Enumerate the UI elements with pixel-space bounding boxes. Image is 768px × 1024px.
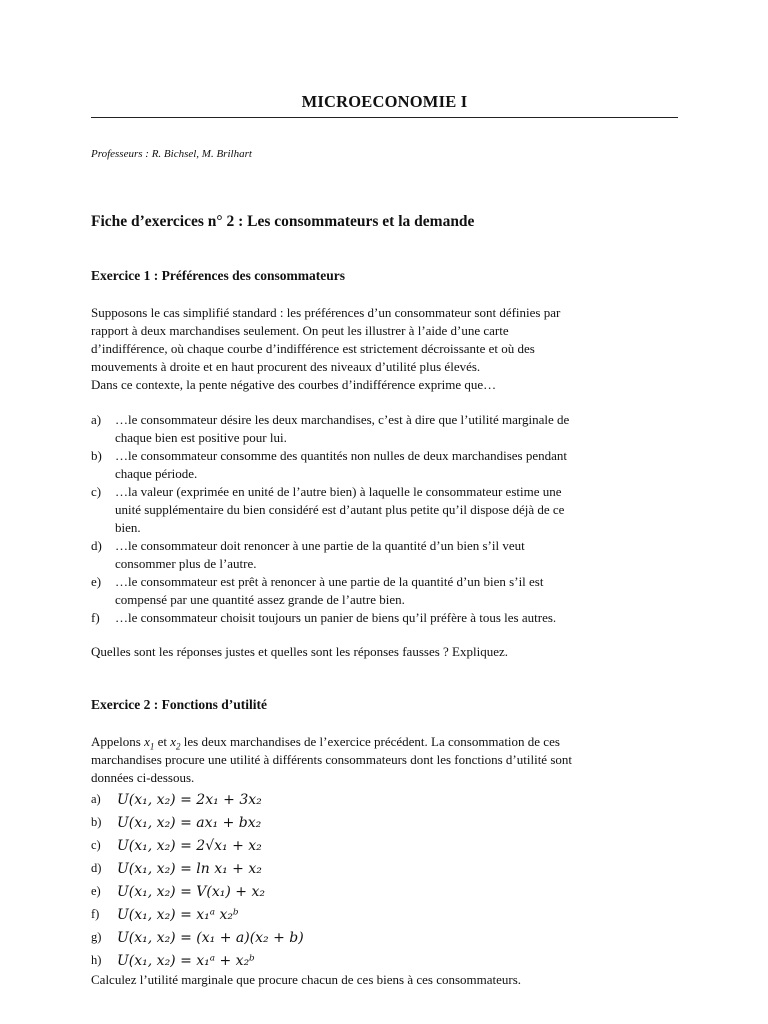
- formula-label: d): [91, 861, 102, 875]
- formula-d: [91, 857, 678, 880]
- option-text: [115, 447, 678, 483]
- option-line: …le consommateur désire les deux marchandises, c’est à dire que l’utilité marginale de: [115, 412, 570, 427]
- option-text: [115, 483, 678, 537]
- option-label: f): [91, 610, 100, 625]
- intro-text: les deux marchandises de l’exercice précédent. La consommation de ces: [180, 734, 560, 749]
- formula-expression: U(x₁, x₂) = ax₁ + bx₂: [117, 814, 262, 831]
- utility-functions-list: [91, 788, 678, 972]
- intro-line: [91, 733, 678, 751]
- option-c: [91, 483, 678, 537]
- option-line: chaque période.: [115, 466, 198, 481]
- option-line: …le consommateur choisit toujours un panier de biens qu’il préfère à tous les autres.: [115, 610, 557, 625]
- option-label: b): [91, 448, 102, 463]
- formula-expression: U(x₁, x₂) = ln x₁ + x₂: [117, 860, 262, 877]
- formula-label: g): [91, 930, 102, 944]
- exercise-1-intro: [91, 304, 678, 394]
- option-line: bien.: [115, 520, 141, 535]
- formula-expression: U(x₁, x₂) = V(x₁) + x₂: [117, 883, 265, 900]
- exercise-1-title: Exercice 1 : Préférences des consommateurs: [91, 268, 346, 283]
- variable-x2: $x_2$: [170, 734, 181, 752]
- variable-x1: $x_1$: [144, 734, 155, 752]
- option-f: [91, 609, 678, 627]
- formula-expression: U(x₁, x₂) = (x₁ + a)(x₂ + b): [117, 929, 304, 946]
- formula-expression: U(x₁, x₂) = 2x₁ + 3x₂: [117, 791, 262, 808]
- option-label: a): [91, 412, 102, 427]
- formula-label: e): [91, 884, 101, 898]
- option-line: consommer plus de l’autre.: [115, 556, 257, 571]
- option-label: c): [91, 484, 102, 499]
- exercise-2-closing: Calculez l’utilité marginale que procure chacun de ces biens à ces consommateurs.: [91, 972, 522, 987]
- intro-line: d’indifférence, où chaque courbe d’indifférence est strictement décroissante et où des: [91, 341, 535, 356]
- formula-label: a): [91, 792, 101, 806]
- option-e: [91, 573, 678, 609]
- formula-expression: U(x₁, x₂) = x₁ᵃ x₂ᵇ: [117, 906, 239, 923]
- option-line: …le consommateur consomme des quantités non nulles de deux marchandises pendant: [115, 448, 567, 463]
- option-line: …le consommateur doit renoncer à une partie de la quantité d’un bien s’il veut: [115, 538, 525, 553]
- formula-c: [91, 834, 678, 857]
- intro-line: marchandises procure une utilité à différents consommateurs dont les fonctions d’utilité sont: [91, 752, 572, 767]
- exercise-2-title: Exercice 2 : Fonctions d’utilité: [91, 697, 267, 712]
- formula-label: h): [91, 953, 102, 967]
- option-text: [115, 609, 678, 627]
- document-title: MICROECONOMIE I: [301, 92, 468, 111]
- option-line: unité supplémentaire du bien considéré est d’autant plus petite qu’il dispose déjà de ce: [115, 502, 565, 517]
- intro-text: et: [154, 734, 171, 749]
- option-text: [115, 573, 678, 609]
- exercise-1-options: [91, 411, 678, 627]
- sheet-title: Fiche d’exercices n° 2 : Les consommateurs et la demande: [91, 213, 475, 230]
- formula-f: [91, 903, 678, 926]
- option-label: e): [91, 574, 102, 589]
- intro-line: mouvements à droite et en haut procurent des niveaux d’utilité plus élevés.: [91, 359, 481, 374]
- intro-line: rapport à deux marchandises seulement. On peut les illustrer à l’aide d’une carte: [91, 323, 509, 338]
- option-a: [91, 411, 678, 447]
- title-underline: [91, 117, 678, 118]
- intro-text: Appelons: [91, 734, 145, 749]
- intro-line: Supposons le cas simplifié standard : les préférences d’un consommateur sont définies par: [91, 305, 561, 320]
- formula-expression: U(x₁, x₂) = 2√x₁ + x₂: [117, 837, 262, 854]
- option-line: compensé par une quantité assez grande de l’autre bien.: [115, 592, 405, 607]
- option-line: …le consommateur est prêt à renoncer à une partie de la quantité d’un bien s’il est: [115, 574, 544, 589]
- formula-b: [91, 811, 678, 834]
- option-text: [115, 537, 678, 573]
- option-line: …la valeur (exprimée en unité de l’autre bien) à laquelle le consommateur estime une: [115, 484, 562, 499]
- formula-label: f): [91, 907, 100, 921]
- option-b: [91, 447, 678, 483]
- formula-g: [91, 926, 678, 949]
- professors-line: Professeurs : R. Bichsel, M. Brilhart: [91, 148, 252, 160]
- option-d: [91, 537, 678, 573]
- formula-label: c): [91, 838, 101, 852]
- option-label: d): [91, 538, 102, 553]
- option-line: chaque bien est positive pour lui.: [115, 430, 287, 445]
- formula-e: [91, 880, 678, 903]
- intro-line: Dans ce contexte, la pente négative des courbes d’indifférence exprime que…: [91, 377, 497, 392]
- option-text: [115, 411, 678, 447]
- intro-line: données ci-dessous.: [91, 770, 195, 785]
- formula-h: [91, 949, 678, 972]
- formula-label: b): [91, 815, 102, 829]
- exercise-1-question: Quelles sont les réponses justes et quelles sont les réponses fausses ? Expliquez.: [91, 644, 508, 659]
- formula-a: [91, 788, 678, 811]
- exercise-2-intro: [91, 733, 678, 787]
- formula-expression: U(x₁, x₂) = x₁ᵃ + x₂ᵇ: [117, 952, 255, 969]
